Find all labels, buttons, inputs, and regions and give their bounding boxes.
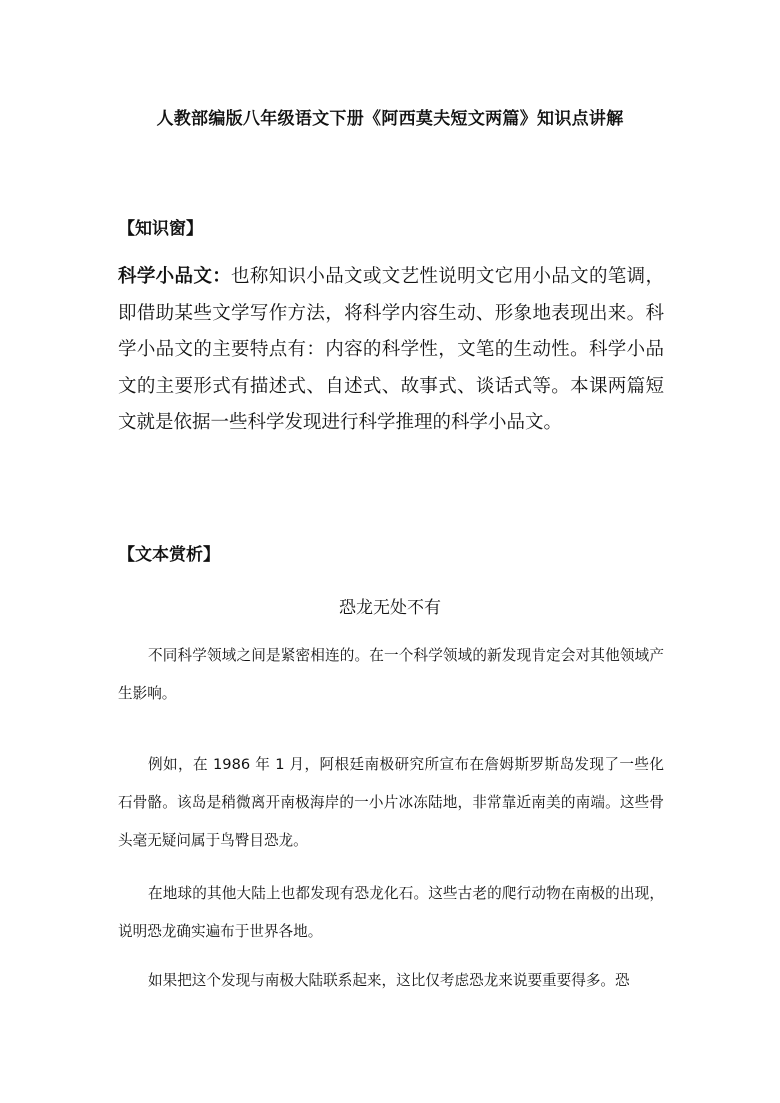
document-title: 人教部编版八年级语文下册《阿西莫夫短文两篇》知识点讲解 — [156, 109, 624, 129]
knowledge-window-heading: 【知识窗】 — [118, 219, 203, 239]
term-definition: 也称知识小品文或文艺性说明文它用小品文的笔调，即借助某些文学写作方法，将科学内容生动、形象地表现出来。科学小品文的主要特点有：内容的科学性，文笔的生动性。科学小品文的主要形式有描述式、自述式、故事式、谈话式等。本课两篇短文就是依据一些科学发现进行科学推理的科学小品文。 — [118, 266, 664, 433]
article-title: 恐龙无处不有 — [339, 598, 441, 618]
article-paragraph: 例如，在 1986 年 1 月，阿根廷南极研究所宣布在詹姆斯罗斯岛发现了一些化石骨骼。该岛是稍微离开南极海岸的一小片冰冻陆地，非常靠近南美的南端。这些骨头毫无疑问属于鸟臀目恐龙。 — [118, 756, 664, 849]
article-paragraph: 在地球的其他大陆上也都发现有恐龙化石。这些古老的爬行动物在南极的出现，说明恐龙确实遍布于世界各地。 — [118, 885, 664, 940]
knowledge-window-paragraph — [118, 259, 664, 442]
article-paragraph: 如果把这个发现与南极大陆联系起来，这比仅考虑恐龙来说要重要得多。恐 — [148, 972, 630, 989]
article-paragraph: 不同科学领域之间是紧密相连的。在一个科学领域的新发现肯定会对其他领域产生影响。 — [118, 647, 664, 702]
term-label: 科学小品文： — [118, 266, 232, 287]
text-analysis-heading: 【文本赏析】 — [118, 545, 220, 565]
